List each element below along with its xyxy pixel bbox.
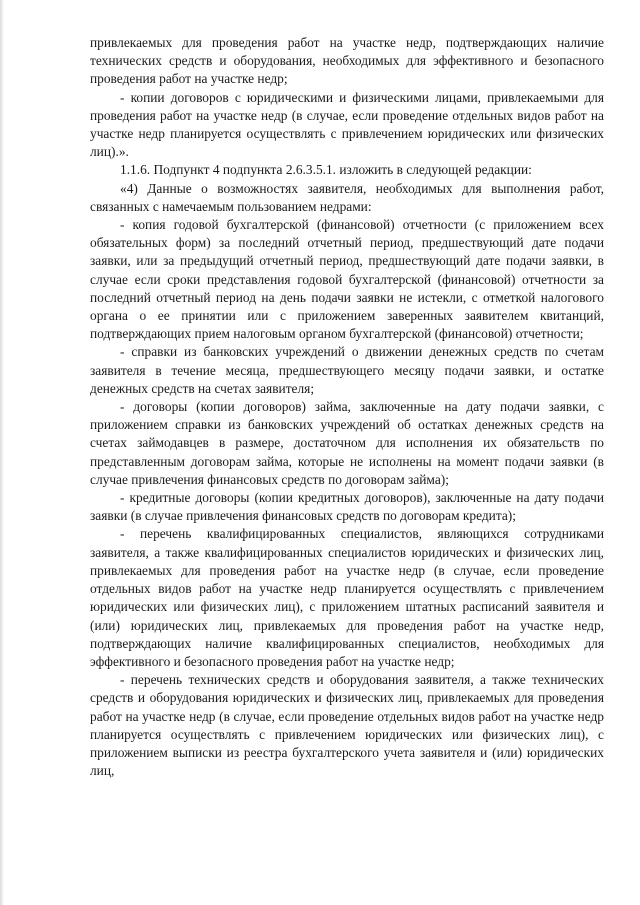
paragraph-9: - перечень квалифицированных специалистов, являющихся сотрудниками заявителя, а также квалифицированных специалистов юридических и физических лиц, привлекаемых для проведения работ на участке недр (в случае, если проведение отдельных видов работ на участке недр планируется осуществлять с привлечением юридических или физических лиц), с приложением штатных расписаний заявителя и (или) юридических лиц, привлекаемых для проведения работ на участке недр, подтверждающих наличие квалифицированных специалистов, необходимых для эффективного и безопасного проведения работ на участке недр; [90, 526, 604, 669]
paragraph-1: привлекаемых для проведения работ на участке недр, подтверждающих наличие технических средств и оборудования, необходимых для эффективного и безопасного проведения работ на участке недр; [90, 35, 604, 87]
paragraph-7: - договоры (копии договоров) займа, заключенные на дату подачи заявки, с приложением справки из банковских учреждений об остатках денежных средств на счетах займодавцев в размере, достаточном для исполнения их обязательств по представленным договорам займа, которые не исполнены на момент подачи заявки (в случае привлечения финансовых средств по договорам займа); [90, 399, 604, 487]
document-body [90, 34, 604, 780]
paragraph-3: 1.1.6. Подпункт 4 подпункта 2.6.3.5.1. изложить в следующей редакции: [120, 162, 532, 178]
paragraph-10: - перечень технических средств и оборудования заявителя, а также технических средств и оборудования юридических и физических лиц, привлекаемых для проведения работ на участке недр (в случае, если проведение отдельных видов работ на участке недр планируется осуществлять с привлечением юридических или физических лиц), с приложением выписки из реестра бухгалтерского учета заявителя и (или) юридических лиц, [90, 672, 604, 779]
page-edge-shadow [0, 0, 4, 905]
paragraph-5: - копия годовой бухгалтерской (финансовой) отчетности (с приложением всех обязательных форм) за последний отчетный период, предшествующий дате подачи заявки, или за предыдущий отчетный период, предшествующий дате подачи заявки, в случае если сроки представления годовой бухгалтерской (финансовой) отчетности за последний отчетный период на день подачи заявки не истекли, с отметкой налогового органа о ее принятии или с приложением заверенных заявителем квитанций, подтверждающих прием налоговым органом бухгалтерской (финансовой) отчетности; [90, 217, 604, 342]
paragraph-8: - кредитные договоры (копии кредитных договоров), заключенные на дату подачи заявки (в случае привлечения финансовых средств по договорам кредита); [90, 490, 604, 524]
paragraph-6: - справки из банковских учреждений о движении денежных средств по счетам заявителя в течение месяца, предшествующего месяцу подачи заявки, и остатке денежных средств на счетах заявителя; [90, 344, 604, 396]
paragraph-2: - копии договоров с юридическими и физическими лицами, привлекаемыми для проведения работ на участке недр (в случае, если проведение отдельных видов работ на участке недр планируется осуществлять с привлечением юридических или физических лиц).». [90, 89, 604, 160]
paragraph-4: «4) Данные о возможностях заявителя, необходимых для выполнения работ, связанных с намечаемым пользованием недрами: [90, 180, 604, 214]
